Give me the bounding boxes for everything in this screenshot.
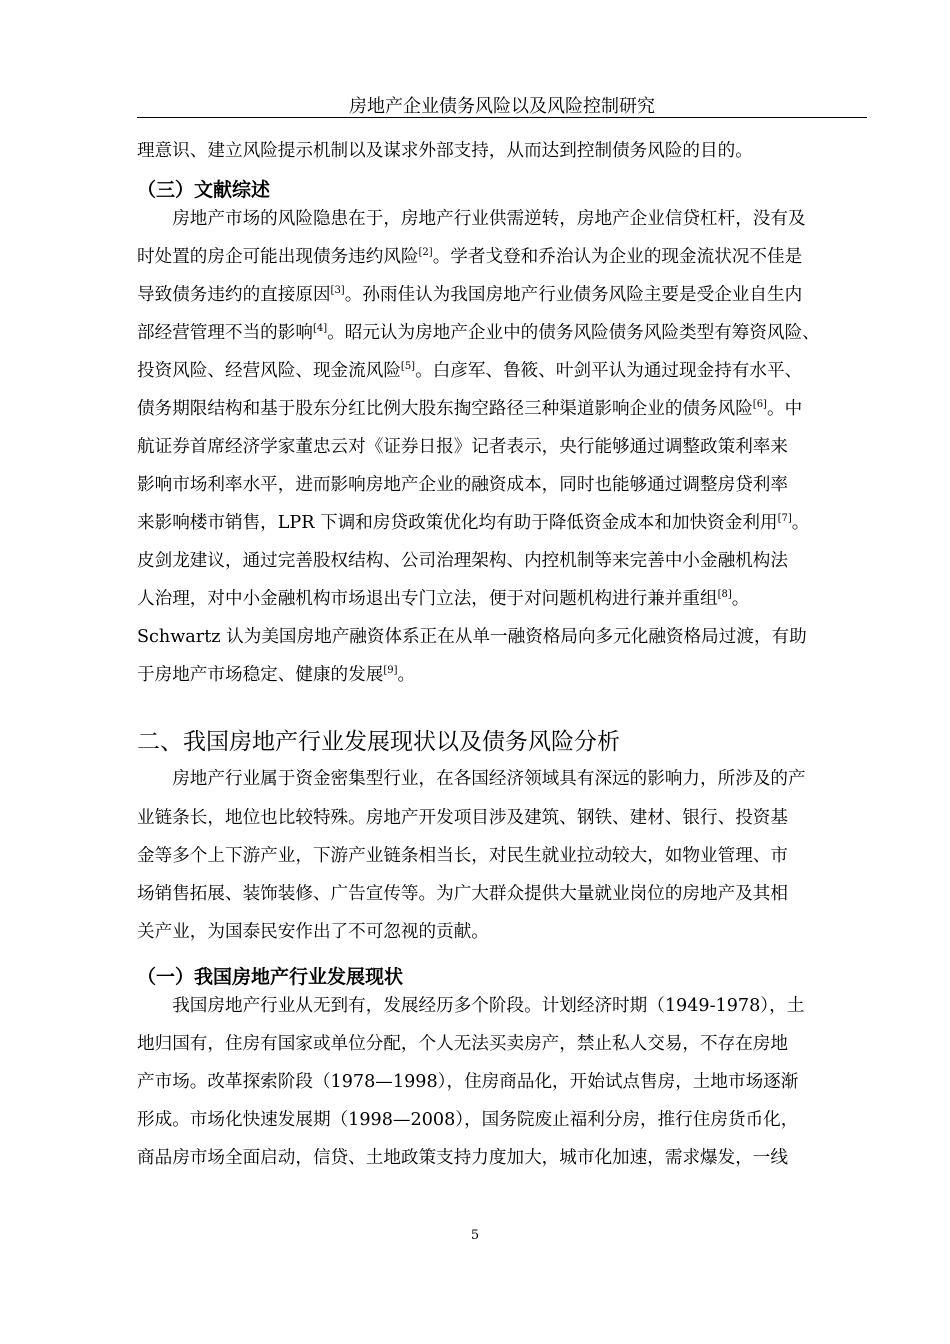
text-run: 。 [791,513,810,533]
text-run: 。 [731,589,750,609]
paragraph-line: 金等多个上下游产业，下游产业链条相当长，对民生就业拉动较大，如物业管理、市 [137,846,788,866]
text-run: 。昭元认为房地产企业中的债务风险债务风险类型有筹资风险、 [327,323,820,343]
citation-marker: [6] [752,399,767,410]
paragraph-line: 商品房市场全面启动，信贷、土地政策支持力度加大，城市化加速，需求爆发，一线 [137,1148,788,1168]
paragraph-line: 场销售拓展、装饰装修、广告宣传等。为广大群众提供大量就业岗位的房地产及其相 [137,884,788,904]
paragraph-line: 关产业，为国泰民安作出了不可忽视的贡献。 [137,922,489,942]
text-run: 航证券首席经济学家董忠云对《证券日报》记者表示，央行能够通过调整政策利率来 [137,437,788,457]
text-run: 部经营管理不当的影响 [137,323,313,343]
paragraph-line [137,207,806,231]
section-heading-industry-status: （一）我国房地产行业发展现状 [137,966,404,988]
header-rule [137,117,867,118]
text-run: 房地产市场的风险隐患在于，房地产行业供需逆转，房地产企业信贷杠杆，没有及 [137,209,806,229]
paragraph-line [137,397,802,421]
citation-marker: [5] [400,361,416,372]
text-run: 。中 [766,399,803,419]
paragraph-line: 业链条长，地位也比较特殊。房地产开发项目涉及建筑、钢铁、建材、银行、投资基 [137,808,788,828]
text-run: 债务期限结构和基于股东分红比例大股东掏空路径三种渠道影响企业的债务风险 [137,399,753,419]
paragraph-line [137,511,809,535]
paragraph-line [137,435,788,459]
paragraph-line [137,359,802,383]
text-run: 。白彦军、鲁筱、叶剑平认为通过现金持有水平、 [415,361,803,381]
paragraph-line [137,625,807,649]
page-number: 5 [470,1228,480,1243]
citation-marker: [7] [777,513,792,524]
text-run: 。 [397,665,416,685]
text-run: 导致债务违约的直接原因 [137,285,331,305]
paragraph-line [137,321,820,345]
citation-marker: [4] [312,323,328,334]
text-run: 投资风险、经营风险、现金流风险 [137,361,401,381]
paragraph-line [137,587,749,611]
paragraph-line [137,663,415,687]
text-run: 于房地产市场稳定、健康的发展 [137,665,384,685]
paragraph-line [137,473,788,497]
paragraph-line: 产市场。改革探索阶段（1978—1998），住房商品化，开始试点售房，土地市场逐渐 [137,1072,799,1092]
text-run: 。学者戈登和乔治认为企业的现金流状况不佳是 [432,247,803,267]
citation-marker: [2] [418,247,433,258]
paragraph-line [137,245,802,269]
running-header: 房地产企业债务风险以及风险控制研究 [349,96,655,117]
text-run: 皮剑龙建议，通过完善股权结构、公司治理架构、内控机制等来完善中小金融机构法 [137,551,788,571]
paragraph-line [137,283,802,307]
citation-marker: [8] [717,589,732,600]
text-run: 。孙雨佳认为我国房地产行业债务风险主要是受企业自生内 [344,285,803,305]
text-run: 影响市场利率水平，进而影响房地产企业的融资成本，同时也能够通过调整房贷利率 [137,475,788,495]
paragraph-line: 形成。市场化快速发展期（1998—2008），国务院废止福利分房，推行住房货币化， [137,1110,799,1130]
paragraph-line [137,549,788,573]
section-heading-literature-review: （三）文献综述 [137,179,271,201]
text-run: 时处置的房企可能出现债务违约风险 [137,247,419,267]
paragraph-line: 我国房地产行业从无到有，发展经历多个阶段。计划经济时期（1949-1978），土 [137,996,805,1016]
text-run: 人治理，对中小金融机构市场退出专门立法，便于对问题机构进行兼并重组 [137,589,718,609]
text-run: Schwartz 认为美国房地产融资体系正在从单一融资格局向多元化融资格局过渡，有助 [137,627,807,647]
paragraph-line: 理意识、建立风险提示机制以及谋求外部支持，从而达到控制债务风险的目的。 [137,141,753,161]
paragraph-line: 房地产行业属于资金密集型行业，在各国经济领域具有深远的影响力，所涉及的产 [137,769,806,789]
text-run: 来影响楼市销售，LPR 下调和房贷政策优化均有助于降低资金成本和加快资金利用 [137,513,778,533]
paragraph-line: 地归国有，住房有国家或单位分配，个人无法买卖房产，禁止私人交易，不存在房地 [137,1034,788,1054]
citation-marker: [3] [330,285,345,296]
chapter-heading: 二、我国房地产行业发展现状以及债务风险分析 [137,729,620,755]
citation-marker: [9] [383,665,398,676]
